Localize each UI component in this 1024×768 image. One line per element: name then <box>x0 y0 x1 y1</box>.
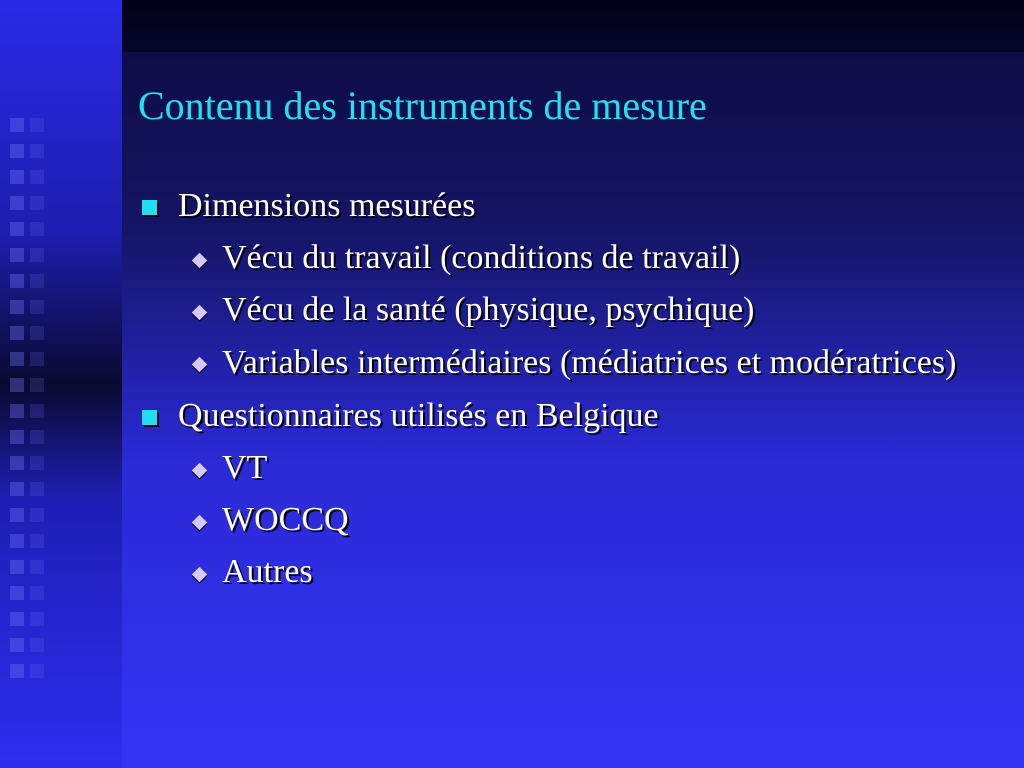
diamond-bullet-icon <box>192 305 208 321</box>
sub-bullet-vecu-sante <box>140 290 1000 330</box>
diamond-bullet-icon <box>192 515 208 531</box>
sub-bullet-vt <box>140 448 1000 488</box>
bullet-dimensions <box>140 186 1000 226</box>
diamond-bullet-icon <box>192 463 208 479</box>
sub-bullet-label: Autres <box>222 553 313 590</box>
diamond-bullet-icon <box>192 253 208 269</box>
square-bullet-icon <box>142 410 157 425</box>
diamond-bullet-icon <box>192 567 208 583</box>
bullet-list <box>140 186 1000 604</box>
sub-bullet-label: VT <box>222 449 268 486</box>
sub-bullet-variables <box>140 342 1000 384</box>
square-bullet-icon <box>142 200 157 215</box>
bullet-label: Dimensions mesurées <box>178 187 476 224</box>
sidebar-decoration <box>0 0 122 768</box>
top-band <box>122 0 1024 52</box>
bullet-questionnaires <box>140 396 1000 436</box>
sub-bullet-label: Vécu de la santé (physique, psychique) <box>222 291 755 328</box>
slide-title: Contenu des instruments de mesure <box>138 83 707 128</box>
sub-bullet-woccq <box>140 500 1000 540</box>
sub-bullet-vecu-travail <box>140 238 1000 278</box>
sub-bullet-label: Variables intermédiaires (médiatrices et modératrices) <box>222 344 957 381</box>
sub-bullet-label: WOCCQ <box>222 501 349 538</box>
sub-bullet-autres <box>140 552 1000 592</box>
sidebar-pattern <box>4 118 44 678</box>
diamond-bullet-icon <box>192 357 208 373</box>
sub-bullet-label: Vécu du travail (conditions de travail) <box>222 239 741 276</box>
bullet-label: Questionnaires utilisés en Belgique <box>178 397 659 434</box>
